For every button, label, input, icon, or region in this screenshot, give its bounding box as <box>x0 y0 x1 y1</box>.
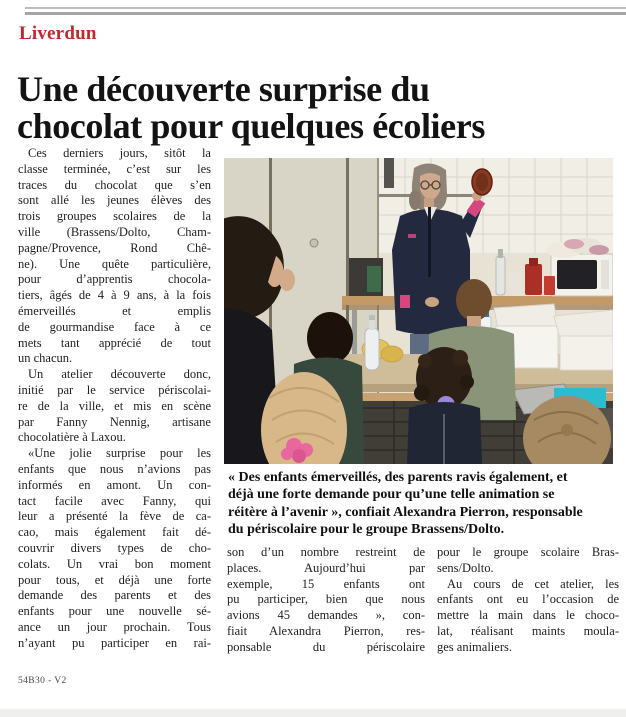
body-text-line: pour tous, et déjà une forte <box>18 572 211 587</box>
edition-code: 54B30 - V2 <box>18 676 67 686</box>
body-text-line: tiers, âgés de 4 à 9 ans, à la fois <box>18 288 211 303</box>
body-text-line: par Fanny Nennig, artisane <box>18 414 211 429</box>
article-column-1 <box>18 146 211 652</box>
body-text-line: traces du chocolat que s’en <box>18 177 211 192</box>
body-text-line: pagne/Provence, Rond Chê- <box>18 240 211 255</box>
page-bottom-bar <box>0 709 626 717</box>
article-photo <box>224 158 613 464</box>
body-text-line: mettre la main dans le choco- <box>437 608 619 623</box>
section-kicker: Liverdun <box>19 23 97 44</box>
body-text-line: «Une jolie surprise pour les <box>28 446 211 461</box>
caption-line: déjà une forte demande pour qu’une telle animation se <box>228 487 555 503</box>
body-text-line: n’ayant pu participer en rai- <box>18 635 211 650</box>
body-text-line: lat, réalisant maints moula- <box>437 623 619 638</box>
body-text-line: ville (Brassens/Dolto, Cham- <box>18 224 211 239</box>
headline-line1: Une découverte surprise du <box>17 69 430 110</box>
body-text-line: tact facile avec Fanny, qui <box>18 493 211 508</box>
body-text-line: ance un jour prochain. Tous <box>18 619 211 634</box>
body-text-line: trois groupes scolaires de la <box>18 209 211 224</box>
photo-illustration <box>224 158 613 464</box>
article-column-3 <box>437 545 619 656</box>
body-text-line: sens/Dolto. <box>437 560 494 575</box>
body-text-line: leur a présenté la fève de ca- <box>18 509 211 524</box>
body-text-line: enfants que nous n’avions pas <box>18 461 211 476</box>
caption-line: du périscolaire pour le groupe Brassens/Dolto. <box>228 521 505 537</box>
body-text-line: mets tant apprécié de tout <box>18 335 211 350</box>
body-text-line: enfants pour une nouvelle sé- <box>18 604 211 619</box>
body-text-line: son d’un nombre restreint de <box>227 545 425 559</box>
body-text-line: pour d’apprentis chocola- <box>18 272 211 287</box>
body-text-line: émerveillés et emplis <box>18 303 211 318</box>
body-text-line: cao, mais également fait dé- <box>18 525 211 540</box>
body-text-line: pour le groupe scolaire Bras- <box>437 545 619 559</box>
body-text-line: un chacun. <box>18 351 73 366</box>
photo-caption <box>228 469 620 538</box>
article-column-2 <box>227 545 425 656</box>
body-text-line: ges animaliers. <box>437 639 512 654</box>
body-text-line: ponsable du périscolaire <box>227 639 425 654</box>
caption-line: « Des enfants émerveillés, des parents ravis également, et <box>228 470 568 485</box>
body-text-line: classe terminée, c’est sur les <box>18 161 211 176</box>
body-text-line: sont allé les jeunes élèves des <box>18 193 211 208</box>
body-text-line: demande des parents et des <box>18 588 211 603</box>
body-text-line: exemple, 15 enfants ont <box>227 576 425 591</box>
body-text-line: informés en amont. Un con- <box>18 477 211 492</box>
article-headline <box>17 71 607 145</box>
body-text-line: avions 45 demandes », con- <box>227 608 425 623</box>
body-text-line: fiait Alexandra Pierron, res- <box>227 623 425 638</box>
body-text-line: initié par le service périscolai- <box>18 382 211 397</box>
body-text-line: colats. Un vrai bon moment <box>18 556 211 571</box>
microwave <box>551 254 613 296</box>
body-text-line: de gourmandise face à ce <box>18 319 211 334</box>
body-text-line: Ces derniers jours, sitôt la <box>28 146 211 160</box>
body-text-line: Au cours de cet atelier, les <box>447 576 619 591</box>
body-text-line: chocolatière à Laxou. <box>18 430 126 445</box>
caption-line: réitère à l’avenir », confiait Alexandra Pierron, responsable <box>228 504 583 520</box>
body-text-line: re de la ville, et mis en scène <box>18 398 211 413</box>
top-rule-thick <box>25 12 626 15</box>
headline-line2: chocolat pour quelques écoliers <box>17 106 485 147</box>
body-text-line: places. Aujourd’hui par <box>227 560 425 575</box>
body-text-line: enfants ont eu l’occasion de <box>437 592 619 607</box>
body-text-line: pu participer, bien que nous <box>227 592 425 607</box>
body-text-line: Un atelier découverte donc, <box>28 367 211 382</box>
body-text-line: couvrir divers types de cho- <box>18 540 211 555</box>
body-text-line: ne). Une quête particulière, <box>18 256 211 271</box>
top-rule-thin <box>25 7 626 9</box>
